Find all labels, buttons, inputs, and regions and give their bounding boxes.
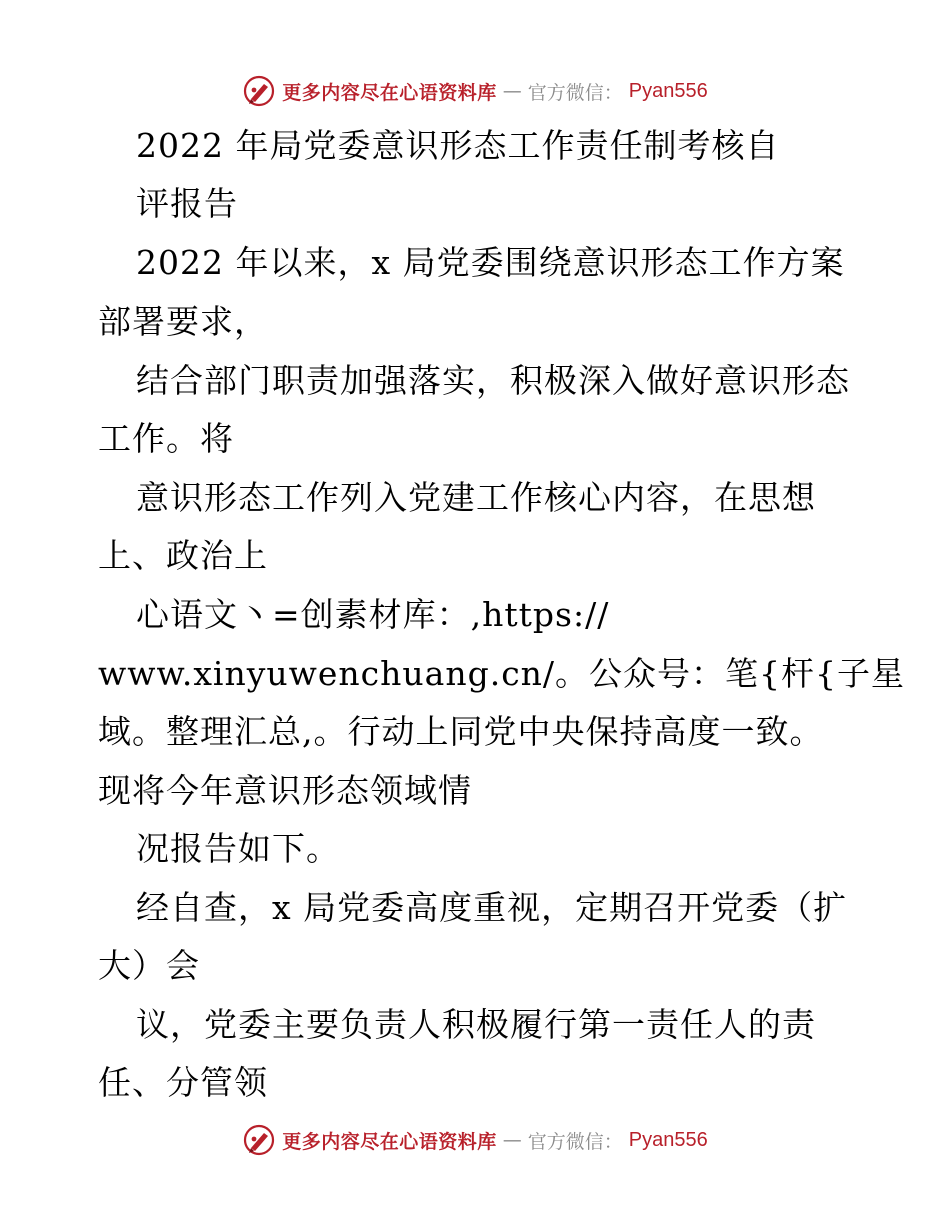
paragraph-line: 意识形态工作列入党建工作核心内容，在思想	[136, 478, 816, 517]
paragraph-line: 2022 年以来，x 局党委围绕意识形态工作方案	[136, 243, 845, 282]
footer-banner-dash: —	[502, 1129, 522, 1151]
title-line-1: 2022 年局党委意识形态工作责任制考核自	[136, 126, 780, 165]
header-banner	[0, 71, 950, 111]
header-banner-dash: —	[502, 80, 522, 102]
footer-wechat-id: Pyan556	[628, 1128, 708, 1151]
pen-logo-icon	[242, 74, 276, 108]
paragraph-line: 现将今年意识形态领域情	[98, 771, 472, 810]
header-wechat-id: Pyan556	[628, 79, 708, 102]
header-banner-text: 更多内容尽在心语资料库	[282, 81, 497, 104]
paragraph-line: 域。整理汇总,。行动上同党中央保持高度一致。	[98, 712, 824, 751]
paragraph-line: 任、分管领	[98, 1063, 268, 1102]
footer-banner	[0, 1120, 950, 1160]
header-wechat-label: 官方微信：	[527, 81, 623, 104]
paragraph-line: 上、政治上	[98, 536, 268, 575]
paragraph-line: 部署要求，	[98, 302, 268, 341]
paragraph-line: 议，党委主要负责人积极履行第一责任人的责	[136, 1005, 816, 1044]
title-line-2: 评报告	[136, 184, 238, 223]
paragraph-line: 大）会	[98, 946, 200, 985]
pen-logo-icon	[242, 1123, 276, 1157]
paragraph-line: 工作。将	[98, 419, 234, 458]
paragraph-line: 经自查，x 局党委高度重视，定期召开党委（扩	[136, 888, 848, 927]
paragraph-line: 况报告如下。	[136, 829, 340, 868]
paragraph-line: 心语文丶=创素材库：,https://	[136, 595, 610, 634]
paragraph-line: www.xinyuwenchuang.cn/。公众号：笔{杆{子星	[98, 654, 906, 693]
paragraph-line: 结合部门职责加强落实，积极深入做好意识形态	[136, 361, 850, 400]
footer-banner-text: 更多内容尽在心语资料库	[282, 1130, 497, 1153]
footer-wechat-label: 官方微信：	[527, 1130, 623, 1153]
